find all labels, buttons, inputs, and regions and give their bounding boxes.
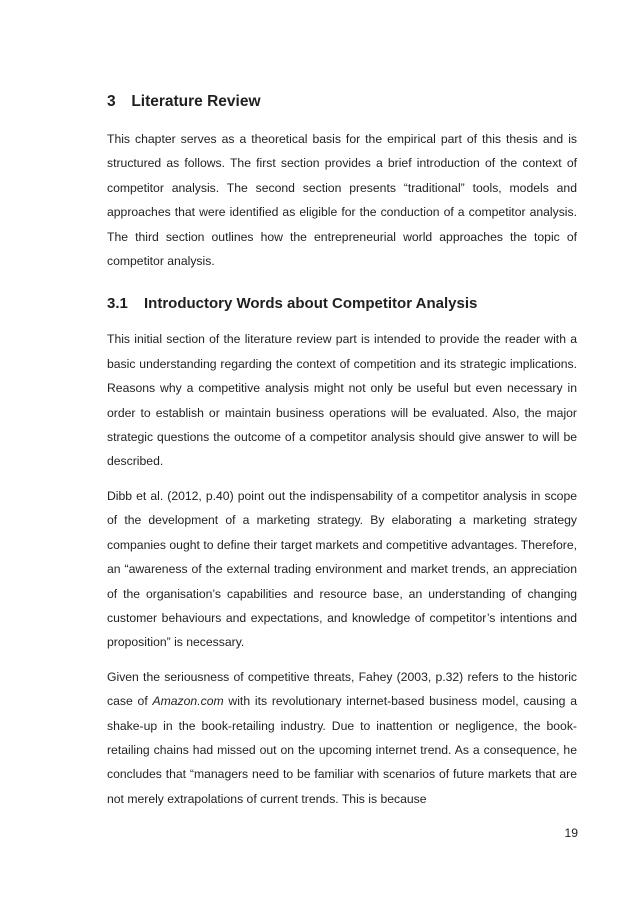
paragraph-3-end: with its revolutionary internet-based business model, causing a shake-up in the book-retailing industry. Due to inattention or negligence, the book-retailing chains had missed out on the upcoming internet trend. As a consequence, he concludes that “managers need to be familiar with scenarios of future markets that are not merely extrapolations of current trends. This is because <box>107 694 577 806</box>
section-paragraph-1: This initial section of the literature review part is intended to provide the reader with a basic understanding regarding the context of competition and its strategic implications. Reasons why a competitive analysis might not only be useful but even necessary in order to establish or maintain business operations will be evaluated. Also, the major strategic questions the outcome of a competitor analysis should give answer to will be described. <box>107 332 577 469</box>
amazon-reference: Amazon.com <box>152 694 224 709</box>
chapter-number: 3 <box>107 93 116 110</box>
page-content <box>107 88 577 811</box>
paragraph-3-start: Given the seriousness of competitive threats, Fahey (2003, p.32) refers to the historic case of <box>107 669 577 709</box>
chapter-heading <box>107 88 577 116</box>
section-number: 3.1 <box>107 295 128 313</box>
section-heading <box>107 290 577 318</box>
chapter-intro-paragraph: This chapter serves as a theoretical basis for the empirical part of this thesis and is structured as follows. The first section provides a brief introduction of the context of competitor analysis. The second section presents “traditional” tools, models and approaches that were identified as eligible for the conduction of a competitor analysis. The third section outlines how the entrepreneurial world approaches the topic of competitor analysis. <box>107 132 577 269</box>
section-paragraph-3 <box>107 665 577 811</box>
section-title: Introductory Words about Competitor Analysis <box>144 295 478 313</box>
page-number: 19 <box>564 826 578 840</box>
section-paragraph-2: Dibb et al. (2012, p.40) point out the indispensability of a competitor analysis in scope of the development of a marketing strategy. By elaborating a marketing strategy companies ought to define their target markets and competitive advantages. Therefore, an “awareness of the external trading environment and market trends, an appreciation of the organisation’s capabilities and resource base, an understanding of changing customer behaviours and expectations, and knowledge of competitor’s intentions and proposition” is necessary. <box>107 488 577 650</box>
chapter-title: Literature Review <box>131 93 261 110</box>
